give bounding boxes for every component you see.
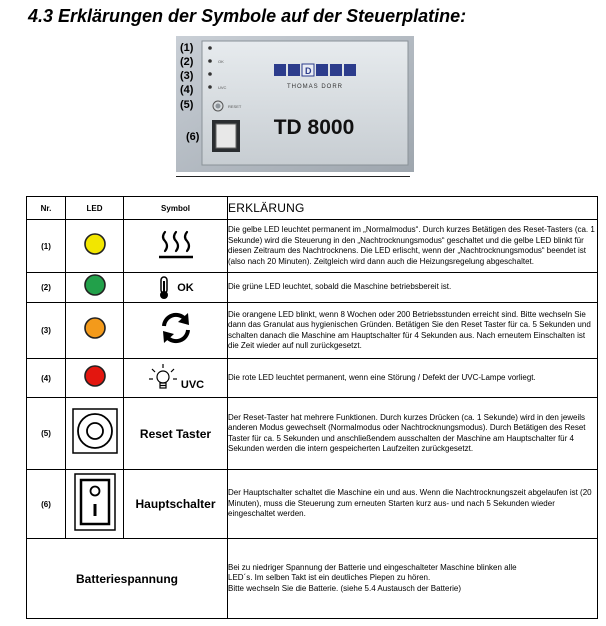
symbol-cell xyxy=(124,303,228,359)
callout-2: (2) xyxy=(180,56,194,68)
header-explanation: ERKLÄRUNG xyxy=(228,197,598,220)
uvc-label: UVC xyxy=(180,379,205,391)
board-ok-label: OK xyxy=(218,59,224,64)
header-nr: Nr. xyxy=(27,197,66,220)
battery-voltage-label: Batteriespannung xyxy=(27,539,228,619)
table-header-row xyxy=(27,197,598,220)
brand-name: THOMAS DORR xyxy=(287,84,343,90)
row-number: (2) xyxy=(27,273,66,303)
reset-button-icon xyxy=(71,407,119,455)
symbol-cell xyxy=(124,273,228,303)
table-row xyxy=(27,539,598,619)
table-row xyxy=(27,470,598,539)
reset-icon-cell xyxy=(66,398,124,470)
board-uvc-label: UVC xyxy=(218,85,227,90)
table-row xyxy=(27,398,598,470)
thermometer-icon xyxy=(157,276,171,300)
row-number: (3) xyxy=(27,303,66,359)
row-number: (4) xyxy=(27,359,66,398)
board-reset-label: RESET xyxy=(228,104,242,109)
uv-lamp-icon xyxy=(147,362,179,394)
explanation-line: Bei zu niedriger Spannung der Batterie und eingeschalteter Maschine blinken alle xyxy=(228,562,517,572)
explanation-text xyxy=(228,539,598,619)
model-name: TD 8000 xyxy=(273,116,355,139)
explanation-line: Bitte wechseln Sie die Batterie. (siehe 5.4 Austausch der Batterie) xyxy=(228,583,462,593)
table-row xyxy=(27,273,598,303)
callout-6: (6) xyxy=(186,131,200,143)
hauptschalter-label: Hauptschalter xyxy=(135,497,216,511)
row-number: (5) xyxy=(27,398,66,470)
svg-text:D: D xyxy=(305,66,312,76)
heating-waves-icon xyxy=(156,228,196,260)
explanation-text: Die rote LED leuchtet permanent, wenn eine Störung / Defekt der UVC-Lampe vorliegt. xyxy=(228,359,598,398)
led-cell xyxy=(66,359,124,398)
table-row xyxy=(27,303,598,359)
ok-label: OK xyxy=(177,281,194,294)
explanation-line: LED´s. Im selben Takt ist ein deutliches Piepen zu hören. xyxy=(228,573,431,583)
led-cell xyxy=(66,303,124,359)
led-cell xyxy=(66,220,124,273)
header-led: LED xyxy=(66,197,124,220)
green-led-icon xyxy=(83,273,107,297)
reset-taster-label: Reset Taster xyxy=(139,426,212,441)
callout-1: (1) xyxy=(180,42,194,54)
red-led-icon xyxy=(83,364,107,388)
led-cell xyxy=(66,273,124,303)
page-heading: 4.3 Erklärungen der Symbole auf der Steuerplatine: xyxy=(28,6,467,26)
callout-4: (4) xyxy=(180,84,194,96)
main-switch-icon xyxy=(73,472,117,532)
control-board-photo xyxy=(176,36,414,176)
refresh-arrows-icon xyxy=(158,310,194,346)
explanation-text: Die orangene LED blinkt, wenn 8 Wochen oder 200 Betriebsstunden erreicht sind. Bitte wechseln Sie dann das Granulat aus hygienischen Gründen. Betätigen Sie den Reset Taster für ca. 5 Sekunden und schalten danach die Maschine am Hauptschalter für 4 Sekunden aus. Nach erneutem Einschalten ist die Zeit wieder auf null zurückgesetzt. xyxy=(228,303,598,359)
table-row xyxy=(27,220,598,273)
symbol-cell xyxy=(124,359,228,398)
callout-3: (3) xyxy=(180,70,194,82)
row-number: (6) xyxy=(27,470,66,539)
header-symbol: Symbol xyxy=(124,197,228,220)
switch-icon-cell xyxy=(66,470,124,539)
explanation-text: Der Hauptschalter schaltet die Maschine ein und aus. Wenn die Nachtrocknungszeit abgelaufen ist (20 Minuten), muss die Steuerung zum erneuten Starten kurz aus- und nach 5 Sekunden wieder eingeschaltet werden. xyxy=(228,470,598,539)
photo-underline xyxy=(176,176,410,177)
symbols-table xyxy=(26,196,598,619)
orange-led-icon xyxy=(83,316,107,340)
explanation-text: Der Reset-Taster hat mehrere Funktionen. Durch kurzes Drücken (ca. 1 Sekunde) wird in den jeweils anderen Modus gewechselt (Normalmodus oder Nachtrocknungsmodus). Durch Betätigen des Reset Taster für ca. 5 Sekunden und anschließendem ausschalten der Maschine am Hauptschalter für 4 Sekunden werden die intern gespeicherten Laufzeiten zurückgesetzt. xyxy=(228,398,598,470)
table-row xyxy=(27,359,598,398)
explanation-text: Die grüne LED leuchtet, sobald die Maschine betriebsbereit ist. xyxy=(228,273,598,303)
callout-5: (5) xyxy=(180,99,194,111)
symbol-cell xyxy=(124,398,228,470)
yellow-led-icon xyxy=(83,232,107,256)
row-number: (1) xyxy=(27,220,66,273)
symbol-cell xyxy=(124,470,228,539)
symbol-cell xyxy=(124,220,228,273)
explanation-text: Die gelbe LED leuchtet permanent im „Normalmodus“. Durch kurzes Betätigen des Reset-Tasters (ca. 1 Sekunde) wird die Steuerung in den „Nachtrocknungsmodus“ geschaltet und die gelbe LED blinkt für diesen Zeitraum des Nachtrocknens. Die LED erlischt, wenn der „Nachtrocknungsmodus“ beendet ist (also nach 20 Minuten). Zeitgleich wird dann auch die Heizungsregelung abgeschaltet. xyxy=(228,220,598,273)
